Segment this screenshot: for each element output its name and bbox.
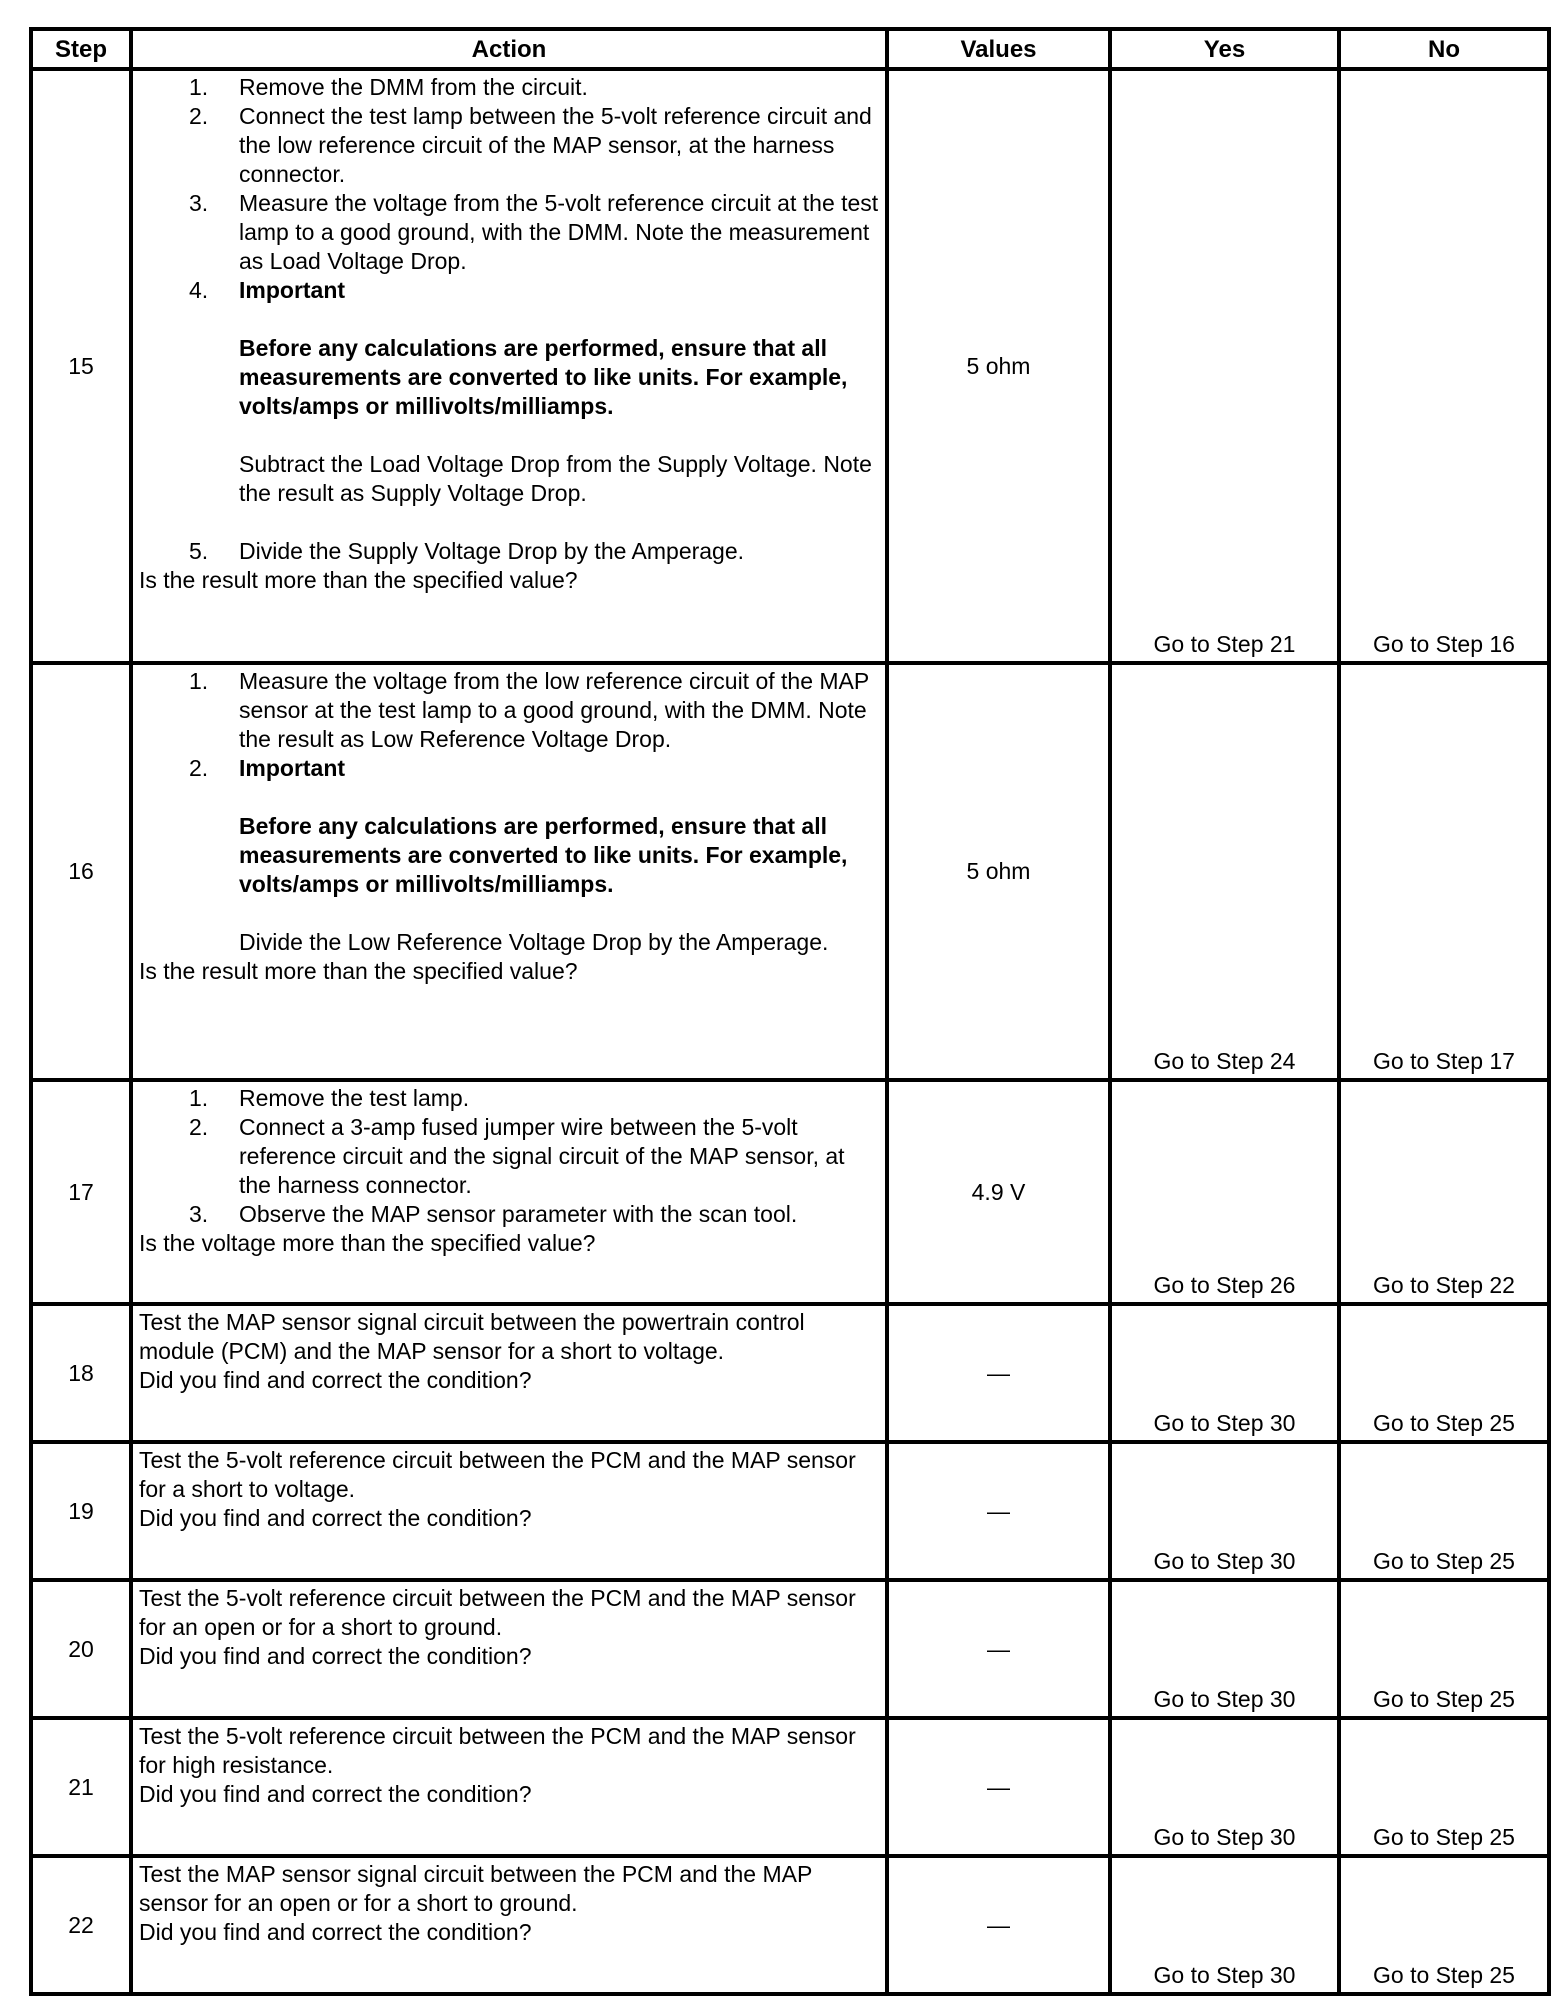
important-note: Before any calculations are performed, ensure that all measurements are converted to like units. For example, volts/amps or millivolts/milliamps. xyxy=(239,813,848,897)
instruction-text: Test the 5-volt reference circuit between the PCM and the MAP sensor for high resistance. xyxy=(139,1723,856,1778)
instruction-text: Test the 5-volt reference circuit between the PCM and the MAP sensor for an open or for a short to ground. xyxy=(139,1585,856,1640)
step-number: 17 xyxy=(31,1080,131,1304)
step-number: 22 xyxy=(31,1856,131,1994)
question-text: Did you find and correct the condition? xyxy=(139,1505,532,1531)
no-cell: Go to Step 25 xyxy=(1339,1442,1549,1580)
table-row xyxy=(31,1718,1549,1856)
table-row xyxy=(31,69,1549,663)
action-cell xyxy=(131,69,887,663)
yes-cell: Go to Step 30 xyxy=(1110,1304,1339,1442)
table-row xyxy=(31,1580,1549,1718)
value-cell: 5 ohm xyxy=(887,663,1110,1080)
step-number: 20 xyxy=(31,1580,131,1718)
list-item: 2. Connect a 3-amp fused jumper wire between the 5-volt reference circuit and the signal circuit of the MAP sensor, at the harness connector. xyxy=(189,1114,845,1198)
instruction-text: Test the MAP sensor signal circuit between the PCM and the MAP sensor for an open or for a short to ground. xyxy=(139,1861,812,1916)
instruction-text: Test the MAP sensor signal circuit between the powertrain control module (PCM) and the MAP sensor for a short to voltage. xyxy=(139,1309,805,1364)
header-action: Action xyxy=(131,29,887,69)
list-item: 1. Measure the voltage from the low reference circuit of the MAP sensor at the test lamp to a good ground, with the DMM. Note the result as Low Reference Voltage Drop. xyxy=(189,668,869,752)
yes-cell: Go to Step 21 xyxy=(1110,69,1339,663)
value-cell: — xyxy=(887,1442,1110,1580)
question-text: Did you find and correct the condition? xyxy=(139,1643,532,1669)
yes-cell: Go to Step 26 xyxy=(1110,1080,1339,1304)
diagnostic-table xyxy=(29,27,1551,1996)
important-note: Before any calculations are performed, ensure that all measurements are converted to like units. For example, volts/amps or millivolts/milliamps. xyxy=(239,335,848,419)
action-cell xyxy=(131,1442,887,1580)
no-cell: Go to Step 16 xyxy=(1339,69,1549,663)
header-no: No xyxy=(1339,29,1549,69)
list-item: 3. Observe the MAP sensor parameter with the scan tool. xyxy=(189,1201,798,1227)
value-cell: — xyxy=(887,1580,1110,1718)
no-cell: Go to Step 25 xyxy=(1339,1718,1549,1856)
yes-cell: Go to Step 30 xyxy=(1110,1856,1339,1994)
header-row xyxy=(31,29,1549,69)
action-cell xyxy=(131,663,887,1080)
value-cell: 4.9 V xyxy=(887,1080,1110,1304)
question-text: Did you find and correct the condition? xyxy=(139,1367,532,1393)
value-cell: — xyxy=(887,1856,1110,1994)
question-text: Did you find and correct the condition? xyxy=(139,1919,532,1945)
list-item: 1. Remove the DMM from the circuit. xyxy=(189,74,588,100)
table-row xyxy=(31,1856,1549,1994)
table-row xyxy=(31,1304,1549,1442)
list-item: 5. Divide the Supply Voltage Drop by the Amperage. xyxy=(189,538,745,564)
question-text: Is the voltage more than the specified value? xyxy=(139,1230,596,1256)
no-cell: Go to Step 25 xyxy=(1339,1580,1549,1718)
action-cell xyxy=(131,1304,887,1442)
value-cell: — xyxy=(887,1718,1110,1856)
list-item: 4. Important xyxy=(189,277,346,303)
instruction-text: Divide the Low Reference Voltage Drop by the Amperage. xyxy=(239,929,829,955)
step-number: 16 xyxy=(31,663,131,1080)
question-text: Is the result more than the specified value? xyxy=(139,958,578,984)
yes-cell: Go to Step 30 xyxy=(1110,1718,1339,1856)
yes-cell: Go to Step 30 xyxy=(1110,1442,1339,1580)
question-text: Is the result more than the specified value? xyxy=(139,567,578,593)
table-row xyxy=(31,1442,1549,1580)
list-item: 1. Remove the test lamp. xyxy=(189,1085,470,1111)
question-text: Did you find and correct the condition? xyxy=(139,1781,532,1807)
no-cell: Go to Step 22 xyxy=(1339,1080,1549,1304)
action-cell xyxy=(131,1718,887,1856)
table-row xyxy=(31,1080,1549,1304)
action-cell xyxy=(131,1580,887,1718)
list-item: 2. Important xyxy=(189,755,346,781)
step-number: 21 xyxy=(31,1718,131,1856)
instruction-text: Subtract the Load Voltage Drop from the Supply Voltage. Note the result as Supply Voltage Drop. xyxy=(239,451,872,506)
no-cell: Go to Step 25 xyxy=(1339,1856,1549,1994)
action-cell xyxy=(131,1080,887,1304)
instruction-text: Test the 5-volt reference circuit between the PCM and the MAP sensor for a short to voltage. xyxy=(139,1447,856,1502)
value-cell: — xyxy=(887,1304,1110,1442)
yes-cell: Go to Step 30 xyxy=(1110,1580,1339,1718)
step-number: 19 xyxy=(31,1442,131,1580)
list-item: 2. Connect the test lamp between the 5-volt reference circuit and the low reference circuit of the MAP sensor, at the harness connector. xyxy=(189,103,872,187)
header-values: Values xyxy=(887,29,1110,69)
list-item: 3. Measure the voltage from the 5-volt reference circuit at the test lamp to a good ground, with the DMM. Note the measurement as Load Voltage Drop. xyxy=(189,190,879,274)
step-number: 15 xyxy=(31,69,131,663)
action-cell xyxy=(131,1856,887,1994)
table-row xyxy=(31,663,1549,1080)
no-cell: Go to Step 17 xyxy=(1339,663,1549,1080)
step-number: 18 xyxy=(31,1304,131,1442)
header-yes: Yes xyxy=(1110,29,1339,69)
value-cell: 5 ohm xyxy=(887,69,1110,663)
no-cell: Go to Step 25 xyxy=(1339,1304,1549,1442)
header-step: Step xyxy=(31,29,131,69)
yes-cell: Go to Step 24 xyxy=(1110,663,1339,1080)
